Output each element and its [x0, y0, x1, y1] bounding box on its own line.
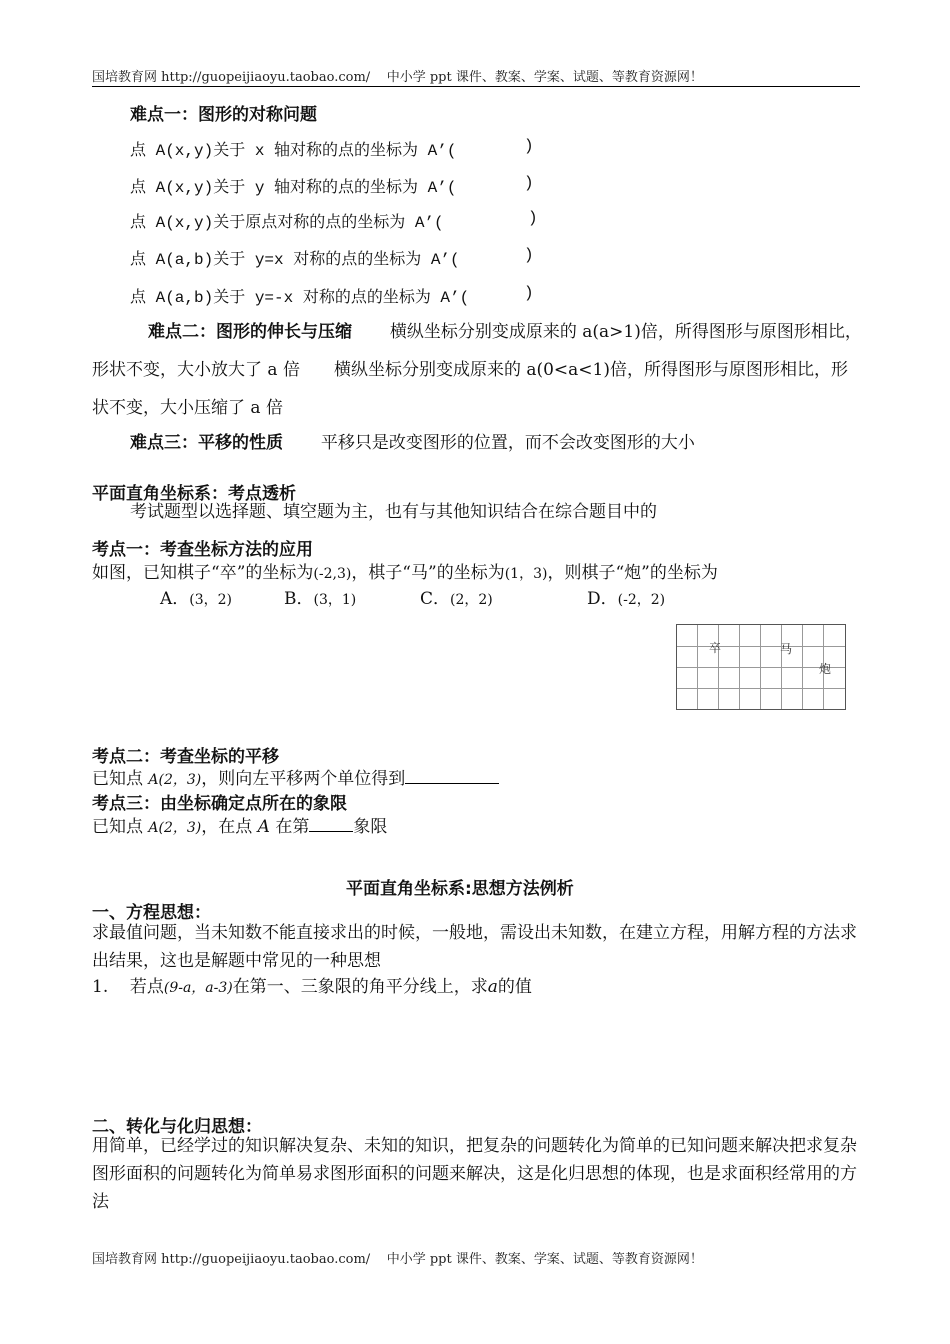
chess-board-grid	[676, 624, 846, 710]
point3-q-c: 在第	[269, 817, 310, 837]
option-label: D．	[587, 589, 618, 609]
point3-q-d: 象限	[353, 817, 388, 837]
option-value: (-2，2)	[617, 592, 666, 608]
answer-blank[interactable]	[309, 815, 353, 832]
symmetry-close: )	[524, 284, 534, 302]
difficulty3-line	[130, 428, 695, 453]
q1-number: 1.	[92, 977, 109, 997]
symmetry-line	[130, 209, 538, 232]
q1-var: a	[487, 977, 498, 997]
point3-pt: A	[257, 817, 270, 837]
symmetry-text: 点 A(x,y)关于原点对称的点的坐标为 A’(	[130, 214, 444, 232]
coord-ma: (1，3)	[504, 566, 548, 582]
point1-title: 考点一：考查坐标方法的应用	[92, 540, 313, 560]
option-a[interactable]	[160, 584, 232, 609]
point3-q-b: ，在点	[201, 817, 258, 837]
symmetry-text: 点 A(x,y)关于 y 轴对称的点的坐标为 A’(	[130, 179, 457, 197]
point1-question	[92, 558, 718, 583]
q1-coord: (9-a，a-3)	[163, 980, 233, 996]
footer-url[interactable]: http://guopeijiaoyu.taobao.com/	[161, 1252, 371, 1267]
header-site: 国培教育网	[92, 70, 158, 85]
methods-title: 平面直角坐标系:思想方法例析	[346, 879, 574, 899]
option-value: (3，1)	[313, 592, 357, 608]
symmetry-text: 点 A(x,y)关于 x 轴对称的点的坐标为 A’(	[130, 142, 457, 160]
method1-title: 一、方程思想：	[92, 903, 211, 923]
method2-text: 用简单，已经学过的知识解决复杂、未知的知识，把复杂的问题转化为简单的已知问题来解决把求复杂图形面积的问题转化为简单易求图形面积的问题来解决，这是化归思想的体现，也是求面积经常用的方法	[92, 1136, 857, 1212]
option-label: C．	[420, 589, 451, 609]
point3-title: 考点三：由坐标确定点所在的象限	[92, 794, 347, 814]
piece-ma: 马	[780, 642, 793, 656]
symmetry-line	[130, 246, 534, 269]
symmetry-line	[130, 174, 534, 197]
piece-zu: 卒	[709, 641, 722, 655]
method2-title: 二、转化与化归思想：	[92, 1117, 262, 1137]
symmetry-line	[130, 137, 534, 160]
header-slogan: 中小学 ppt 课件、教案、学案、试题、等教育资源网！	[386, 70, 703, 85]
symmetry-close: )	[524, 246, 534, 264]
difficulty1-title: 难点一：图形的对称问题	[130, 105, 317, 125]
point2-q-b: ，则向左平移两个单位得到	[201, 769, 406, 789]
symmetry-text: 点 A(a,b)关于 y=x 对称的点的坐标为 A’(	[130, 251, 460, 269]
option-value: (2，2)	[450, 592, 493, 608]
point2-q-a: 已知点	[92, 769, 149, 789]
symmetry-close: )	[524, 137, 534, 155]
footer-site: 国培教育网	[92, 1252, 158, 1267]
header-url[interactable]: http://guopeijiaoyu.taobao.com/	[161, 70, 371, 85]
q1-b: 在第一、三象限的角平分线上，求	[232, 977, 488, 997]
method1-text: 求最值问题，当未知数不能直接求出的时候，一般地，需设出未知数，在建立方程，用解方程的方法求出结果，这也是解题中常见的一种思想	[92, 923, 857, 971]
point3-question	[92, 812, 387, 837]
difficulty3-text: 平移只是改变图形的位置，而不会改变图形的大小	[320, 433, 695, 453]
point3-q-a: 已知点	[92, 817, 149, 837]
difficulty2-title: 难点二：图形的伸长与压缩	[148, 322, 352, 342]
coord-zu: (-2,3)	[313, 566, 352, 582]
method1-question	[92, 972, 532, 997]
point1-q-a: 如图，已知棋子“卒”的坐标为	[92, 563, 314, 583]
piece-pao: 炮	[819, 662, 832, 676]
option-b[interactable]	[284, 584, 356, 609]
header-rule	[92, 86, 860, 87]
point2-coord: A(2，3)	[148, 772, 202, 788]
point1-q-c: ，则棋子“炮”的坐标为	[547, 563, 718, 583]
answer-blank[interactable]	[405, 767, 499, 784]
analysis-title: 平面直角坐标系：考点透析	[92, 484, 296, 504]
q1-a: 若点	[129, 977, 164, 997]
option-label: A．	[160, 589, 190, 609]
point2-question	[92, 764, 499, 789]
point1-q-b: ，棋子“马”的坐标为	[351, 563, 505, 583]
symmetry-close: )	[524, 174, 534, 192]
grid-line	[677, 646, 845, 647]
option-d[interactable]	[587, 584, 665, 609]
symmetry-line	[130, 284, 534, 307]
symmetry-text: 点 A(a,b)关于 y=-x 对称的点的坐标为 A’(	[130, 289, 470, 307]
option-c[interactable]	[420, 584, 493, 609]
symmetry-close: )	[528, 209, 538, 227]
point3-coord: A(2，3)	[148, 820, 202, 836]
difficulty2-text: 横纵坐标分别变成原来的 a(a>1)倍，所得图形与原图形相比，形状不变，大小放大了 a 倍 横纵坐标分别变成原来的 a(0<a<1)倍，所得图形与原图形相比，形状不变，大小压缩了 a 倍	[92, 322, 862, 418]
option-label: B．	[284, 589, 314, 609]
difficulty3-title: 难点三：平移的性质	[130, 433, 283, 453]
point2-title: 考点二：考查坐标的平移	[92, 747, 279, 767]
page-footer	[92, 1248, 703, 1267]
difficulty2-paragraph	[92, 313, 862, 427]
q1-c: 的值	[497, 977, 532, 997]
footer-slogan: 中小学 ppt 课件、教案、学案、试题、等教育资源网！	[386, 1252, 703, 1267]
page-header	[92, 66, 703, 85]
option-value: (3，2)	[189, 592, 233, 608]
grid-line	[677, 688, 845, 689]
analysis-text: 考试题型以选择题、填空题为主，也有与其他知识结合在综合题目中的	[130, 502, 657, 522]
